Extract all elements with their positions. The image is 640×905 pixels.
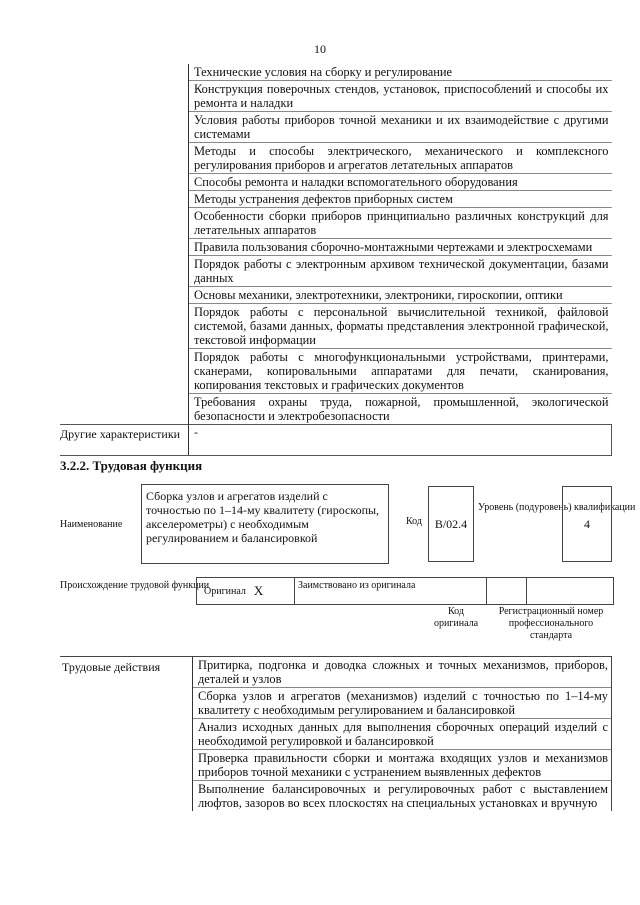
- knowledge-item: Особенности сборки приборов принципиально различных конструкций для летательных аппаратов: [189, 208, 612, 239]
- knowledge-item: Технические условия на сборку и регулирование: [189, 64, 612, 81]
- knowledge-item: Основы механики, электротехники, электроники, гироскопии, оптики: [189, 287, 612, 304]
- knowledge-table: [60, 64, 612, 456]
- knowledge-items-cell: [189, 64, 612, 425]
- code-original-cell: [487, 578, 527, 604]
- knowledge-item: Способы ремонта и наладки вспомогательного оборудования: [189, 174, 612, 191]
- labor-action-item: Проверка правильности сборки и монтажа входящих узлов и механизмов приборов точной механики с устранением выявленных дефектов: [193, 750, 611, 781]
- other-characteristics-value: -: [189, 425, 612, 456]
- code-original-label: Код оригинала: [433, 606, 479, 629]
- function-name: Сборка узлов и агрегатов изделий с точностью по 1–14-му квалитету (гироскопы, акселерометры) с необходимым регулированием и балансировкой: [141, 484, 389, 564]
- borrowed-label: Заимствовано из оригинала: [295, 578, 487, 604]
- code-label: Код: [406, 516, 422, 527]
- reg-number-label: Регистрационный номер профессионального стандарта: [498, 606, 604, 641]
- reg-number-cell: [527, 578, 613, 604]
- labor-action-item: Притирка, подгонка и доводка сложных и точных механизмов, приборов, деталей и узлов: [193, 657, 611, 688]
- knowledge-item: Порядок работы с электронным архивом технической документации, базами данных: [189, 256, 612, 287]
- qualification-level: 4: [562, 486, 612, 562]
- labor-action-item: Анализ исходных данных для выполнения сборочных операций изделий с необходимой регулировкой и балансировкой: [193, 719, 611, 750]
- original-mark: X: [253, 583, 264, 598]
- section-heading: 3.2.2. Трудовая функция: [60, 458, 203, 473]
- knowledge-item: Правила пользования сборочно-монтажными чертежами и электросхемами: [189, 239, 612, 256]
- origin-row: [196, 577, 614, 605]
- labor-actions-label: Трудовые действия: [60, 657, 193, 812]
- knowledge-item: Методы и способы электрического, механического и комплексного регулирования приборов и агрегатов летательных аппаратов: [189, 143, 612, 174]
- function-code: В/02.4: [428, 486, 474, 562]
- knowledge-item: Условия работы приборов точной механики и их взаимодействие с другими системами: [189, 112, 612, 143]
- knowledge-item: Методы устранения дефектов приборных систем: [189, 191, 612, 208]
- labor-action-item: Выполнение балансировочных и регулировочных работ с выставлением люфтов, зазоров во всех плоскостях на специальных установках и вручную: [198, 782, 608, 810]
- origin-label: Происхождение трудовой функции: [60, 580, 210, 591]
- labor-action-item: Сборка узлов и агрегатов (механизмов) изделий с точностью по 1–14-му квалитету с необходимым регулированием и балансировкой: [193, 688, 611, 719]
- page-number: 10: [314, 42, 326, 56]
- original-cell: [197, 578, 295, 604]
- knowledge-item: Порядок работы с персональной вычислительной техникой, файловой системой, базами данных, форматы представления электронной графической, текстовой информации: [189, 304, 612, 349]
- labor-actions-table: [60, 656, 612, 811]
- knowledge-label-cell: [60, 64, 189, 425]
- other-characteristics-label: Другие характеристики: [60, 425, 189, 456]
- level-label: Уровень (подуровень) квалификации: [478, 502, 636, 513]
- labor-actions-cell: [193, 657, 612, 812]
- knowledge-item: Порядок работы с многофункциональными устройствами, принтерами, сканерами, копировальными аппаратами для печати, сканирования, копирования текстовых и графических документов: [189, 349, 612, 394]
- knowledge-item: Требования охраны труда, пожарной, промышленной, экологической безопасности и электробезопасности: [194, 395, 609, 423]
- name-label: Наименование: [60, 519, 123, 530]
- original-label: Оригинал: [204, 585, 246, 597]
- knowledge-item: Конструкция поверочных стендов, установок, приспособлений и способы их ремонта и наладки: [189, 81, 612, 112]
